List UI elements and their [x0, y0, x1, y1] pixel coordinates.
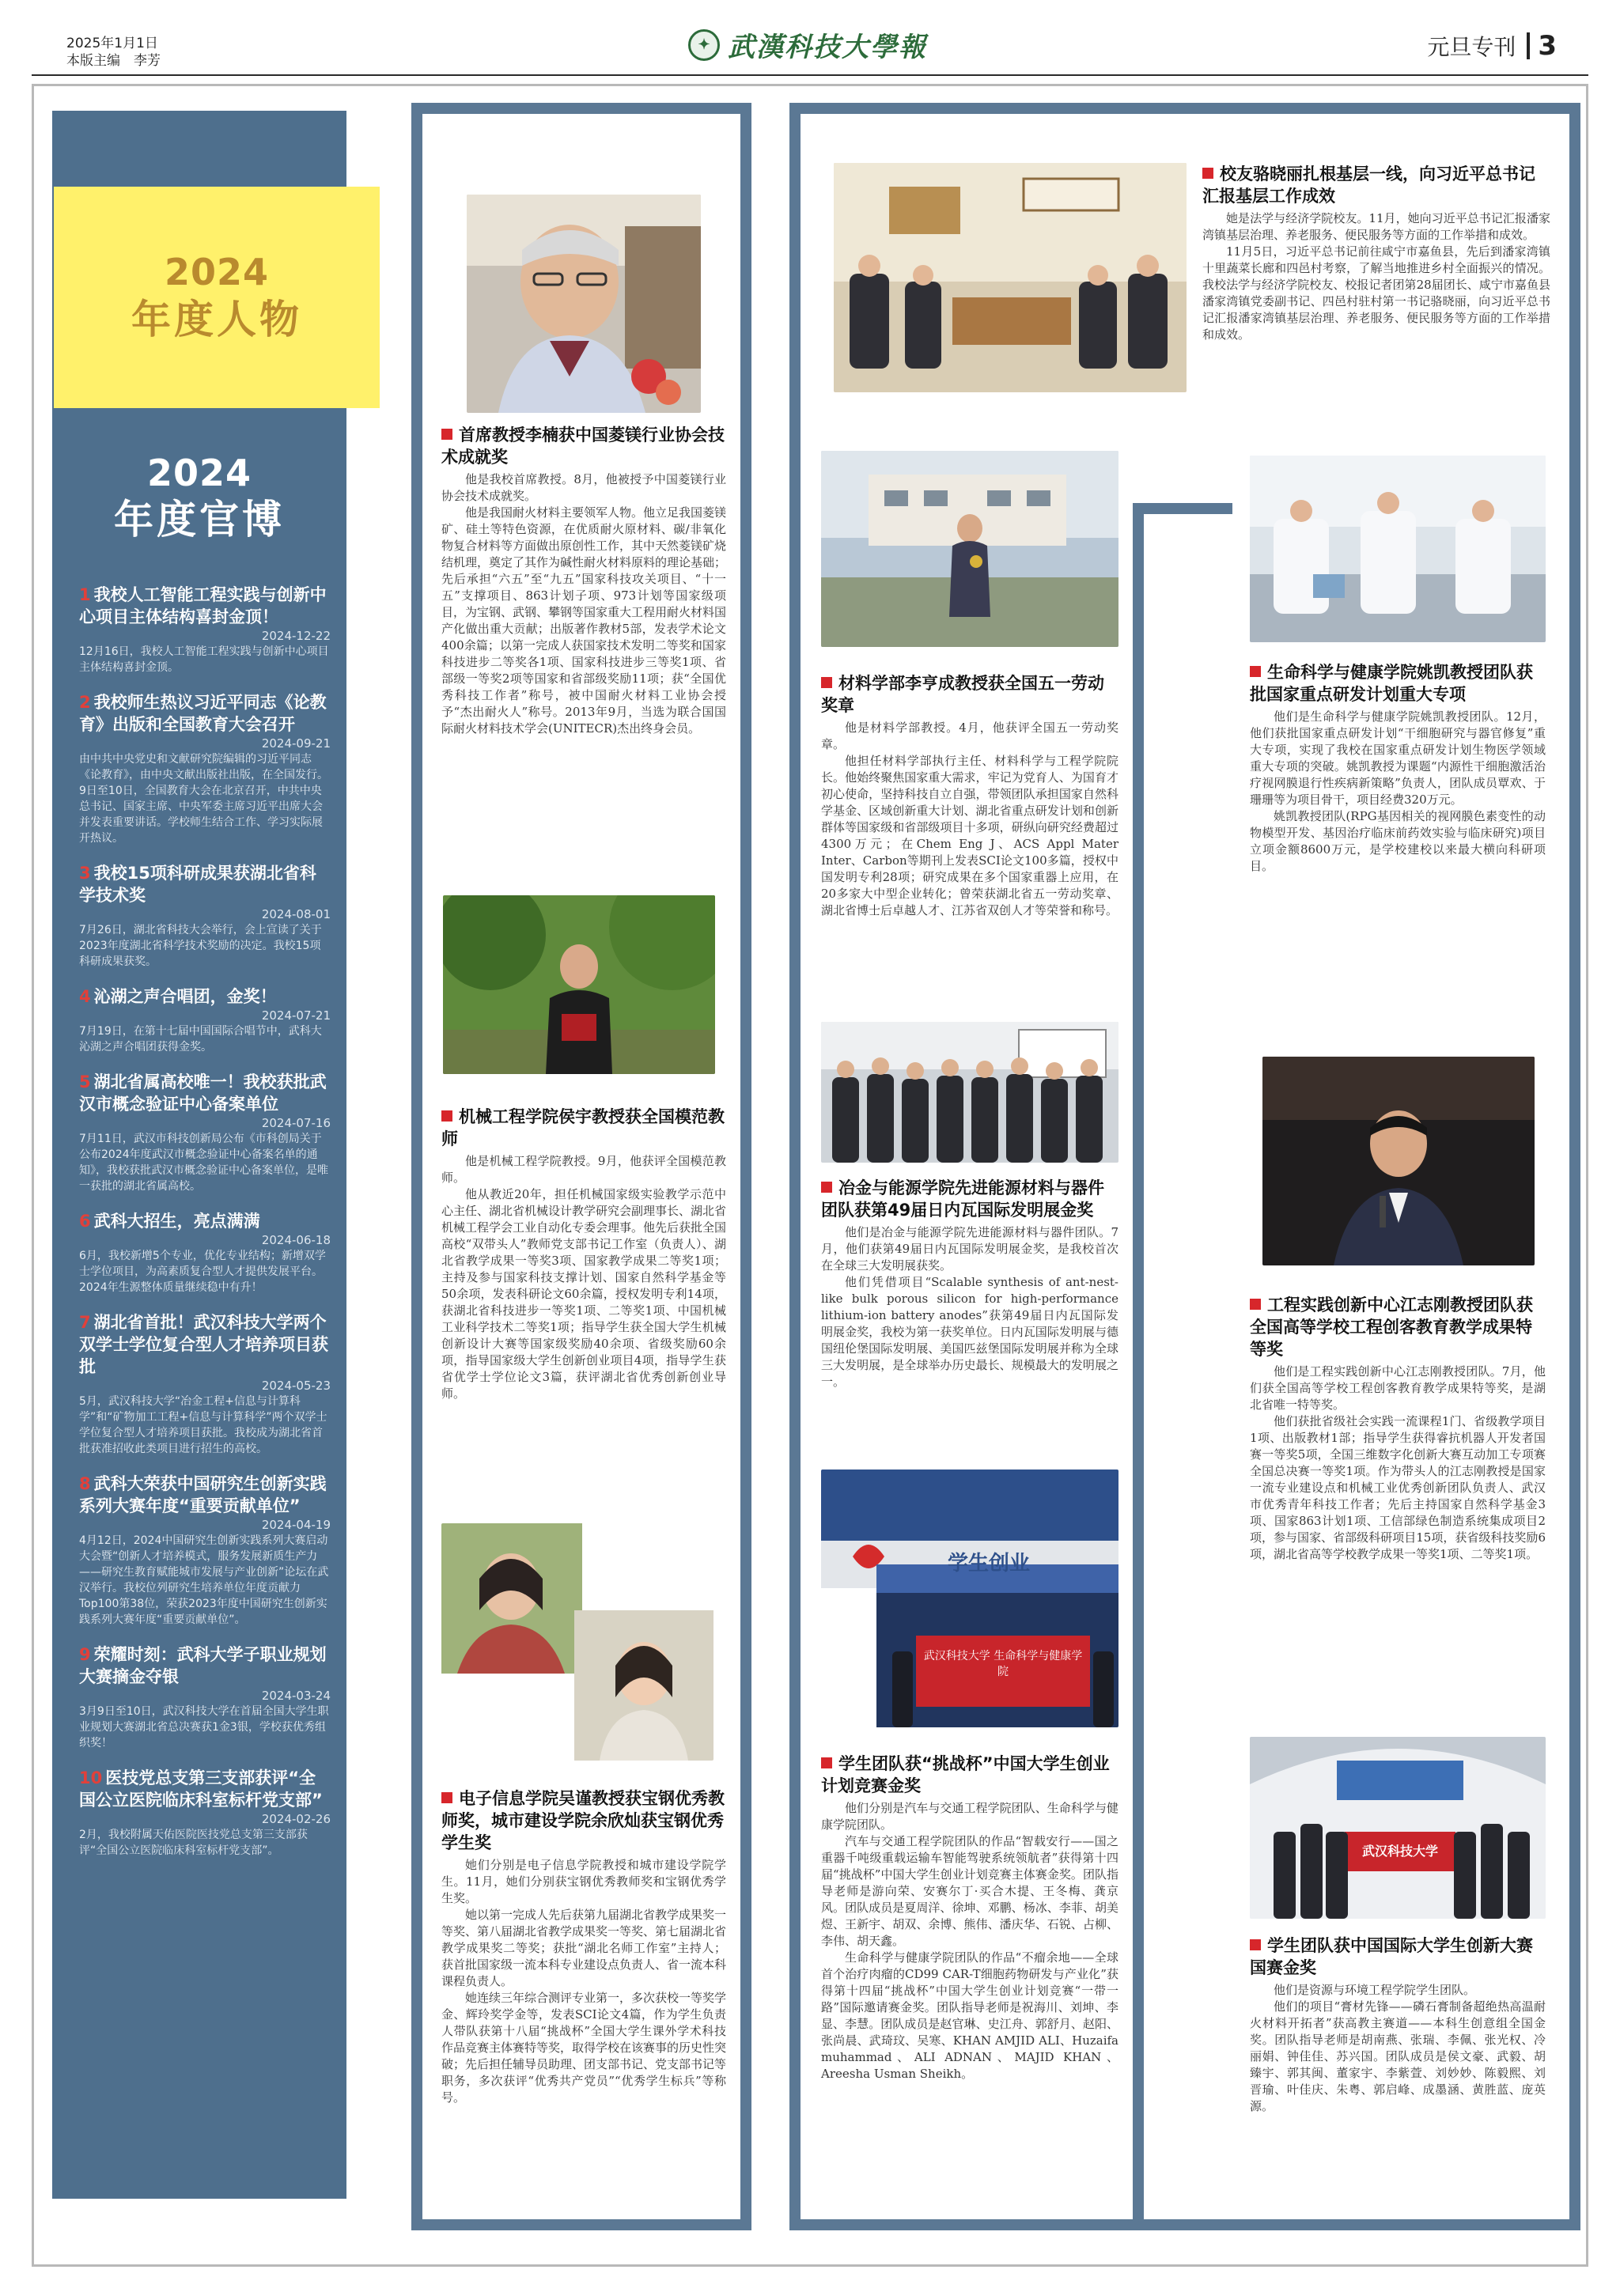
photo-village-meeting — [834, 163, 1187, 392]
official-blog-title — [52, 451, 346, 544]
news-summary: 7月26日，湖北省科技大会举行，会上宣读了关于2023年度湖北省科学技术奖励的决定。我校15项科研成果获奖。 — [79, 924, 322, 968]
list-item — [79, 985, 331, 1055]
portrait-photo-wu-jin-yu-xincan — [441, 1523, 713, 1761]
list-item — [79, 584, 331, 675]
article-body: 他是材料学部教授。4月，他获评全国五一劳动奖章。 他担任材料学部执行主任、材料科学与工程学院院长。他始终聚焦国家重大需求，牢记为党育人、为国育才初心使命，坚持科技自立自强，带领团队承担国家自然科学基金、区域创新重大计划、湖北省重点研发计划和创新群体等国家级和省部级项目十多项，研纵向研究经费超过4300万元；在Chem Eng J、ACS Appl Mater Inter、Carbon等期刊上发表SCI论文100多篇，授权中国发明专利28项；研究成果在多个国家重器上应用，在20多家大中型企业转化；曾荣获湖北省五一劳动奖章、湖北省博士后卓越人才、江苏省双创人才等荣誉和称号。 — [821, 721, 1118, 917]
article-yao-kai — [1250, 661, 1546, 875]
news-number: 9 — [79, 1645, 91, 1664]
photo-geneva-team — [821, 1022, 1118, 1163]
bullet-square-icon — [821, 1757, 832, 1768]
news-headline: 5 湖北省属高校唯一！我校获批武汉市概念验证中心备案单位 — [79, 1072, 327, 1114]
article-title: 材料学部李亨成教授获全国五一劳动奖章 — [821, 674, 1104, 715]
news-headline: 1 我校人工智能工程实践与创新中心项目主体结构喜封金顶！ — [79, 585, 327, 626]
page-section-marker — [1427, 30, 1557, 62]
article-title: 校友骆晓丽扎根基层一线，向习近平总书记汇报基层工作成效 — [1202, 165, 1535, 206]
article-body: 她们分别是电子信息学院教授和城市建设学院学生。11月，她们分别获宝钢优秀教师奖和宝钢优秀学生奖。 她以第一完成人先后获第九届湖北省教学成果奖一等奖、第八届湖北省教学成果奖一等奖、第七届湖北省教学成果奖二等奖；获批“湖北名师工作室”主持人；获首批国家级一流本科专业建设点负责人、省一流本科课程负责人。 她连续三年综合测评专业第一，多次获校一等奖学金、辉玲奖学金等，发表SCI论文4篇，作为学生负责人带队获第十八届“挑战杯”全国大学生课外学术科技作品竞赛主体赛特等奖，取得学校在该赛事的历史性突破；先后担任辅导员助理、团支部书记、党支部书记等职务，多次获评“优秀共产党员”“优秀学生标兵”等称号。 — [441, 1858, 727, 2105]
block-year: 2024 — [146, 452, 252, 494]
news-date: 2024-05-23 — [261, 1379, 331, 1393]
article-li-nan — [441, 424, 726, 737]
article-title: 电子信息学院吴谨教授获宝钢优秀教师奖，城市建设学院余欣灿获宝钢优秀学生奖 — [441, 1789, 725, 1852]
portrait-photo-li-nan — [467, 195, 701, 413]
article-body: 他是我校首席教授。8月，他被授予中国菱镁行业协会技术成就奖。 他是我国耐火材料主要领军人物。他立足我国菱镁矿、硅土等特色资源，在优质耐火原材料、碳/非氧化物复合材料等方面做出原创性工作，其中天然菱镁矿烧结机理，奠定了其作为碱性耐火材料原料的理论基础；先后承担“六五”至“九五”国家科技攻关项目、“十一五”支撑项目、863计划子项、973计划等国家级项目，为宝钢、武钢、攀钢等国家重大工程用耐火材料国产化做出重大贡献；出版著作教材5部，发表学术论文400余篇；以第一完成人获国家技术发明二等奖和国家科技进步二等奖各1项、国家科技进步三等奖1项、省部级一等奖2项等国家和省部级奖励11项；获“全国优秀科技工作者”称号，被中国耐火材料工业协会授予“杰出耐火人”称号。2013年9月，当选为联合国国际耐火材料技术学会(UNITECR)杰出终身会员。 — [441, 472, 727, 736]
block-title: 年度官博 — [114, 497, 285, 543]
news-number: 8 — [79, 1474, 91, 1493]
list-item — [79, 1311, 331, 1457]
news-date: 2024-12-22 — [261, 629, 331, 643]
bullet-square-icon — [441, 1110, 452, 1122]
bullet-square-icon — [1202, 168, 1213, 179]
list-item — [79, 862, 331, 970]
article-title: 生命科学与健康学院姚凯教授团队获批国家重点研发计划重大专项 — [1250, 663, 1533, 704]
news-number: 1 — [79, 585, 91, 604]
inner-divider — [1133, 503, 1144, 2230]
bullet-square-icon — [1250, 1939, 1261, 1950]
news-summary: 由中共中央党史和文献研究院编辑的习近平同志《论教育》，由中央文献出版社出版，在全国发行。9日至10日，全国教育大会在北京召开，中共中央总书记、国家主席、中央军委主席习近平出席大会并发表重要讲话。学校师生结合工作、学习实际展开热议。 — [79, 753, 328, 845]
person-of-year-banner — [54, 187, 380, 408]
news-headline: 9 荣耀时刻：武科大学子职业规划大赛摘金夺银 — [79, 1645, 327, 1686]
article-innovation-contest — [1250, 1935, 1546, 2115]
news-headline: 7 湖北省首批！武汉科技大学两个双学士学位复合型人才培养项目获批 — [79, 1313, 328, 1376]
newspaper-logo — [688, 25, 927, 64]
banner-title: 年度人物 — [131, 297, 302, 342]
article-body: 他们是生命科学与健康学院姚凯教授团队。12月，他们获批国家重点研发计划“干细胞研究与器官修复”重大专项，实现了我校在国家重点研发计划生物医学领域重大专项的突破。姚凯教授为课题“内源性干细胞激活治疗视网膜退行性疾病新策略”负责人，团队成员覃欢、于珊珊等为项目骨干，项目经费320万元。 姚凯教授团队(RPG基因相关的视网膜色素变性的动物模型开发、基因治疗临床前药效实验与临床研究)项目立项金额8600万元，是学校建校以来最大横向科研项目。 — [1250, 709, 1546, 873]
article-body: 他是机械工程学院教授。9月，他获评全国模范教师。 他从教近20年，担任机械国家级实验教学示范中心主任、湖北省机械设计教学研究会副理事长、湖北省机械工程学会工业自动化专委会理事。他先后获批全国高校“双带头人”教师党支部书记工作室（负责人）、湖北省教学成果一等奖3项、国家教学成果二等奖1项；主持及参与国家科技支撑计划、国家自然科学基金等50余项，发表科研论文60余篇，授权发明专利14项，获湖北省科技进步一等奖1项、二等奖1项、中国机械工业科学技术二等奖1项；指导学生获全国大学生机械创新设计大赛等国家级奖励40余项、省级奖励60余项，指导国家级大学生创新创业项目4项，指导学生获省优学士学位论文3篇，获评湖北省优秀创新创业导师。 — [441, 1154, 727, 1401]
news-summary: 12月16日，我校人工智能工程实践与创新中心项目主体结构喜封金顶。 — [79, 645, 329, 674]
article-body: 他们是冶金与能源学院先进能源材料与器件团队。7月，他们获第49届日内瓦国际发明展金奖，是我校首次在全球三大发明展获奖。 他们凭借项目“Scalable synthesis of ant-nest-like bulk porous silicon for high-performance lithium-ion battery anodes”获第49届日内瓦国际发明展金奖，我校为第一获奖单位。日内瓦国际发明展与德国纽伦堡国际发明展、美国匹兹堡国际发明展并称为全球三大发明展，是全球举办历史最长、规模最大的发明展之一。 — [821, 1225, 1118, 1389]
news-number: 5 — [79, 1072, 91, 1091]
section-divider — [1527, 32, 1530, 59]
news-summary: 6月，我校新增5个专业，优化专业结构；新增双学士学位项目，为高素质复合型人才提供发展平台。2024年生源整体质量继续稳中有升！ — [79, 1250, 326, 1294]
list-item — [79, 1071, 331, 1194]
article-title: 机械工程学院侯宇教授获全国模范教师 — [441, 1107, 725, 1148]
issue-date: 2025年1月1日 — [66, 36, 158, 51]
news-number: 2 — [79, 693, 91, 712]
news-summary: 5月，武汉科技大学“冶金工程+信息与计算科学”和“矿物加工工程+信息与计算科学”两个双学士学位复合型人才培养项目获批。我校成为湖北省首批获准招收此类项目进行招生的高校。 — [79, 1395, 327, 1455]
list-item — [79, 1644, 331, 1751]
news-date: 2024-06-18 — [261, 1233, 331, 1247]
news-number: 3 — [79, 864, 91, 883]
news-headline: 2 我校师生热议习近平同志《论教育》出版和全国教育大会召开 — [79, 693, 327, 734]
news-summary: 7月19日，在第十七届中国国际合唱节中，武科大沁湖之声合唱团获得金奖。 — [79, 1025, 322, 1053]
article-li-hengcheng — [821, 672, 1118, 919]
portrait-photo-jiang-zhigang — [1262, 1057, 1535, 1265]
photo-challenge-cup-teams — [821, 1470, 1118, 1727]
article-body: 他们是资源与环境工程学院学生团队。 他们的项目“膏材先锋——磷石膏制备超绝热高温耐火材料开拓者”获高教主赛道——本科生创意组全国金奖。团队指导老师是胡南燕、张瑞、李佩、张光权、冷丽娟、钟佳佳、苏兴国。团队成员是侯文豪、武毅、胡臻宇、郭其闽、董家宇、李紫萱、刘妙妙、陈毅熙、刘晋瑜、叶佳庆、朱粤、郭启峰、成墨涵、黄胜蓝、庞英源。 — [1250, 1983, 1546, 2113]
article-luo-xiaoli — [1202, 163, 1550, 343]
issue-info — [66, 35, 161, 70]
news-date: 2024-07-21 — [261, 1008, 331, 1023]
bullet-square-icon — [1250, 666, 1261, 677]
header-rule — [32, 74, 1588, 76]
bullet-square-icon — [821, 1182, 832, 1193]
news-date: 2024-03-24 — [261, 1689, 331, 1703]
banner-text-startup: 学生创业 — [948, 1552, 1031, 1575]
bullet-square-icon — [821, 677, 832, 688]
news-date: 2024-02-26 — [261, 1812, 331, 1826]
article-hou-yu — [441, 1106, 726, 1402]
inner-divider-cap — [1133, 503, 1232, 514]
article-body: 他们是工程实践创新中心江志刚教授团队。7月，他们获全国高等学校工程创客教育教学成果特等奖，是湖北省唯一特等奖。 他们获批省级社会实践一流课程1门、省级教学项目1项、出版教材1部；指导学生获得睿抗机器人开发者国赛一等奖5项，全国三维数字化创新大赛互动加工专项赛全国总决赛一等奖1项。作为带头人的江志刚教授是国家一流专业建设点和机械工业优秀创新团队负责人、武汉市优秀青年科技工作者；先后主持国家自然科学基金3项、国家863计划1项、工信部绿色制造系统集成项目2项，参与国家、省部级科研项目15项，获省级科技奖励6项，湖北省高等学校教学成果一等奖1项、二等奖1项。 — [1250, 1364, 1546, 1561]
article-wu-jin — [441, 1787, 726, 2106]
banner-year: 2024 — [164, 251, 270, 293]
news-summary: 2月，我校附属天佑医院医技党总支第三支部获评“全国公立医院临床科室标杆党支部”。 — [79, 1829, 308, 1857]
page-number: 3 — [1538, 30, 1557, 62]
article-title: 工程实践创新中心江志刚教授团队获全国高等学校工程创客教育教学成果特等奖 — [1250, 1296, 1533, 1359]
newspaper-title: 武漢科技大學報 — [728, 32, 927, 63]
article-title: 学生团队获“挑战杯”中国大学生创业计划竞赛金奖 — [821, 1754, 1110, 1795]
news-number: 7 — [79, 1313, 91, 1332]
bullet-square-icon — [1250, 1299, 1261, 1310]
university-emblem-icon: ✦ — [688, 29, 720, 61]
news-summary: 7月11日，武汉市科技创新局公布《市科创局关于公布2024年度武汉市概念验证中心备案名单的通知》，我校获批武汉市概念验证中心备案单位，是唯一获批的湖北省属高校。 — [79, 1133, 328, 1193]
article-geneva — [821, 1177, 1118, 1390]
photo-innovation-contest-team — [1250, 1737, 1546, 1919]
news-headline: 3 我校15项科研成果获湖北省科学技术奖 — [79, 864, 316, 905]
page-editor: 本版主编 李芳 — [66, 53, 161, 69]
news-date: 2024-04-19 — [261, 1518, 331, 1532]
list-item — [79, 1473, 331, 1628]
news-headline: 6 武科大招生，亮点满满 — [79, 1212, 260, 1231]
list-item — [79, 691, 331, 846]
banner-text-university: 武汉科技大学 — [1361, 1844, 1438, 1859]
news-headline: 8 武科大荣获中国研究生创新实践系列大赛年度“重要贡献单位” — [79, 1474, 327, 1515]
article-jiang-zhigang — [1250, 1294, 1546, 1563]
article-body: 她是法学与经济学院校友。11月，她向习近平总书记汇报潘家湾镇基层治理、养老服务、便民服务等方面的工作举措和成效。 11月5日，习近平总书记前往咸宁市嘉鱼县，先后到潘家湾镇十里蔬菜长廊和四邑村考察，了解当地推进乡村全面振兴的情况。我校法学与经济学院校友、校报记者团第28届团长、咸宁市嘉鱼县潘家湾镇党委副书记、四邑村驻村第一书记骆晓丽，向习近平总书记汇报潘家湾镇基层治理、养老服务、便民服务等方面的工作举措和成效。 — [1202, 211, 1550, 342]
news-headline: 4 沁湖之声合唱团，金奖！ — [79, 987, 277, 1006]
article-title: 学生团队获中国国际大学生创新大赛国赛金奖 — [1250, 1936, 1533, 1977]
bullet-square-icon — [441, 429, 452, 440]
list-item — [79, 1767, 331, 1859]
photo-laboratory — [1250, 456, 1546, 642]
portrait-photo-li-hengcheng — [821, 451, 1118, 647]
news-number: 4 — [79, 987, 91, 1006]
bullet-square-icon — [441, 1792, 452, 1803]
news-date: 2024-08-01 — [261, 907, 331, 921]
news-number: 6 — [79, 1212, 91, 1231]
news-number: 10 — [79, 1768, 103, 1787]
news-summary: 4月12日，2024中国研究生创新实践系列大赛启动大会暨“创新人才培养模式，服务发展新质生产力——研究生教育赋能城市发展与产业创新”论坛在武汉举行。我校位列研究生培养单位年度贡献力Top100第38位，荣获2023年度中国研究生创新实践系列大赛年度“重要贡献单位”。 — [79, 1534, 329, 1626]
team-sign-text: 武汉科技大学 生命科学与健康学院 — [923, 1650, 1083, 1678]
article-challenge-cup — [821, 1753, 1118, 2082]
article-title: 首席教授李楠获中国菱镁行业协会技术成就奖 — [441, 426, 725, 467]
article-title: 冶金与能源学院先进能源材料与器件团队获第49届日内瓦国际发明展金奖 — [821, 1178, 1104, 1220]
article-body: 他们分别是汽车与交通工程学院团队、生命科学与健康学院团队。 汽车与交通工程学院团队的作品“智载安行——国之重器千吨级重载运输车智能驾驶系统领航者”获得第十四届“挑战杯”中国大学生创业计划竞赛主体赛金奖。团队指导老师是游向荣、安赛尔丁·买合木提、王冬梅、龚京风。团队成员是夏周洋、徐坤、邓鹏、杨冰、李菲、胡美煜、王新宇、胡双、余博、熊伟、潘庆华、石锐、占柳、李伟、胡天鑫。 生命科学与健康学院团队的作品“不瘤余地——全球首个治疗肉瘤的CD99 CAR-T细胞药物研发与产业化”获得第十四届“挑战杯”中国大学生创业计划竞赛“一带一路”国际邀请赛金奖。团队指导老师是祝海川、刘坤、李显、李慧。团队成员是赵官琳、史江舟、郭舒月、赵阳、张尚晨、武琦玟、吴寒、KHAN AMJID ALI、Huzaifa muhammad、ALI ADNAN、MAJID KHAN、Areesha Usman Sheikh。 — [821, 1801, 1118, 2081]
news-summary: 3月9日至10日，武汉科技大学在首届全国大学生职业规划大赛湖北省总决赛获1金3银，学校获优秀组织奖！ — [79, 1705, 329, 1749]
news-date: 2024-07-16 — [261, 1116, 331, 1130]
official-blog-list — [79, 584, 331, 1874]
news-headline: 10 医技党总支第三支部获评“全国公立医院临床科室标杆党支部” — [79, 1768, 323, 1810]
news-date: 2024-09-21 — [261, 736, 331, 751]
section-name: 元旦专刊 — [1427, 34, 1516, 60]
list-item — [79, 1210, 331, 1296]
portrait-photo-hou-yu — [443, 895, 715, 1074]
